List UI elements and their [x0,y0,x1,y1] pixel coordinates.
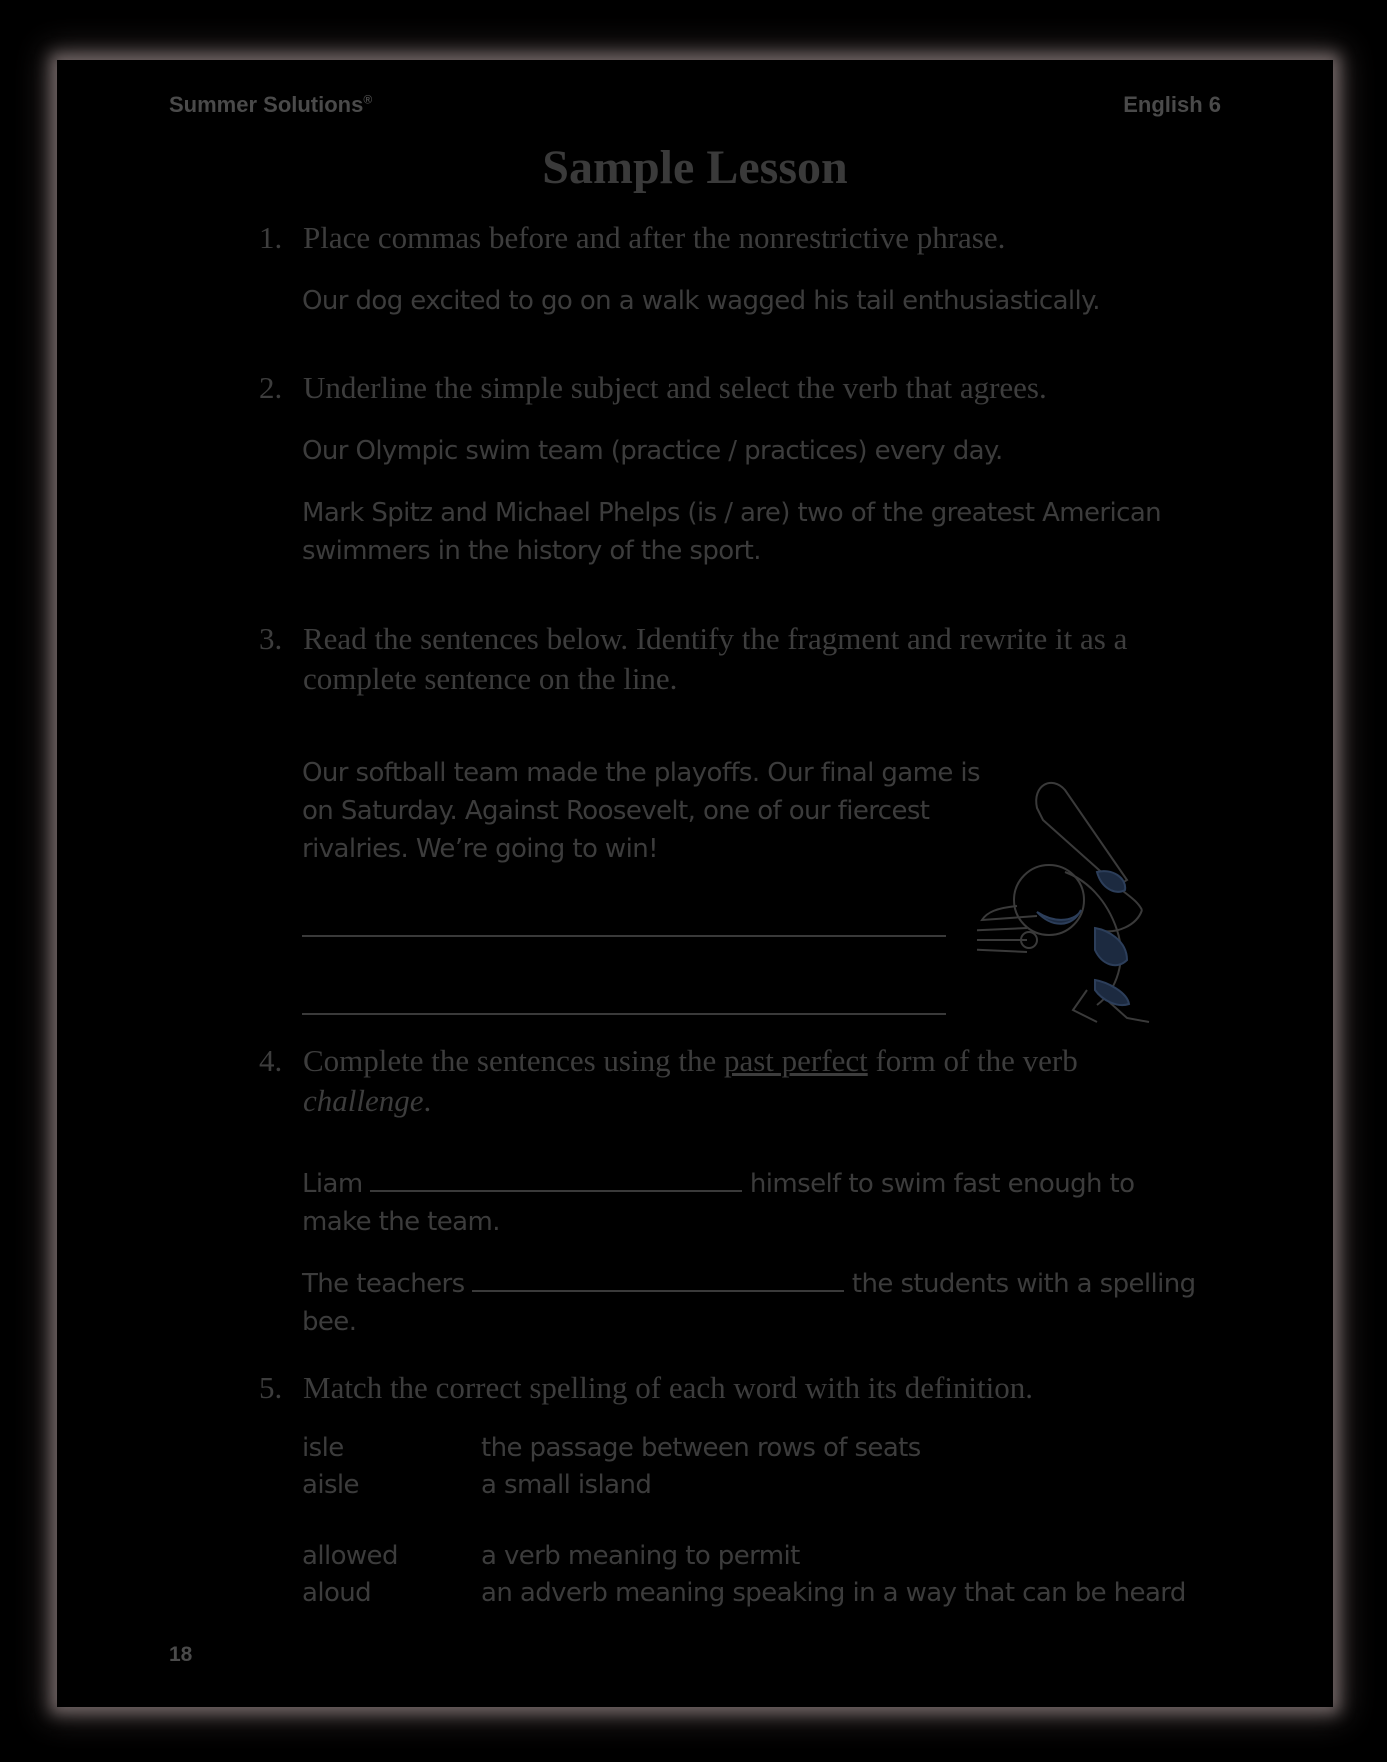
question-2-sentence-1: Our Olympic swim team (practice / practices) every day. [302,436,1003,466]
question-4-item-1: Liam himself to swim fast enough to make the team. [302,1164,1202,1241]
page-number: 18 [169,1643,193,1666]
question-4-item-2: The teachers the students with a spelling bee. [302,1264,1222,1341]
course-title: English 6 [1123,92,1221,117]
series-title: Summer Solutions® [169,92,373,117]
worksheet-page: Summer Solutions® English 6 Sample Lesson 1. Place commas before and after the nonrestrictive phrase. Our dog excited to go on a walk wagged his tail enthusiastically. 2. Underline the simple subject and select the verb that agrees. Our Olympic swim team (practice / practices) every day. Mark Spitz and Michael Phelps (is / are) two of the greatest American swimmers in the history of the sport. 3. Read the sentences below. Identify the fragment and rewrite it as a complete sentence on the line. Our softball team made the playoffs. Our final game is on Saturday. Against Roosevelt, one of our fiercest rivalries. We’re going to win! 4. Complete the sentences using the past perfect form of the verb challenge. Liam himself to swim fast enough to make the team. The teachers the students with a spelling bee. 5. Match the correct spelling of each word with its definition. isle the passage between rows of seats aisle a small island allowed a verb meaning to permit aloud an adverb meaning speaking in a way that can be heard 18 [57,60,1333,1707]
answer-line-1[interactable] [302,935,946,937]
answer-line-2[interactable] [302,1013,946,1015]
question-2-sentence-2: Mark Spitz and Michael Phelps (is / are) two of the greatest American swimmers in the history of the sport. [302,498,1162,566]
page-title: Sample Lesson [542,141,848,194]
fill-in-blank-1[interactable] [370,1164,742,1192]
question-1-sentence: Our dog excited to go on a walk wagged his tail enthusiastically. [302,286,1100,316]
fill-in-blank-2[interactable] [472,1264,844,1292]
page-frame [57,60,1333,1707]
question-3-passage: Our softball team made the playoffs. Our final game is on Saturday. Against Roosevelt, one of our fiercest rivalries. We’re going to win! [302,758,980,864]
baseball-batter-illustration [977,760,1217,1030]
